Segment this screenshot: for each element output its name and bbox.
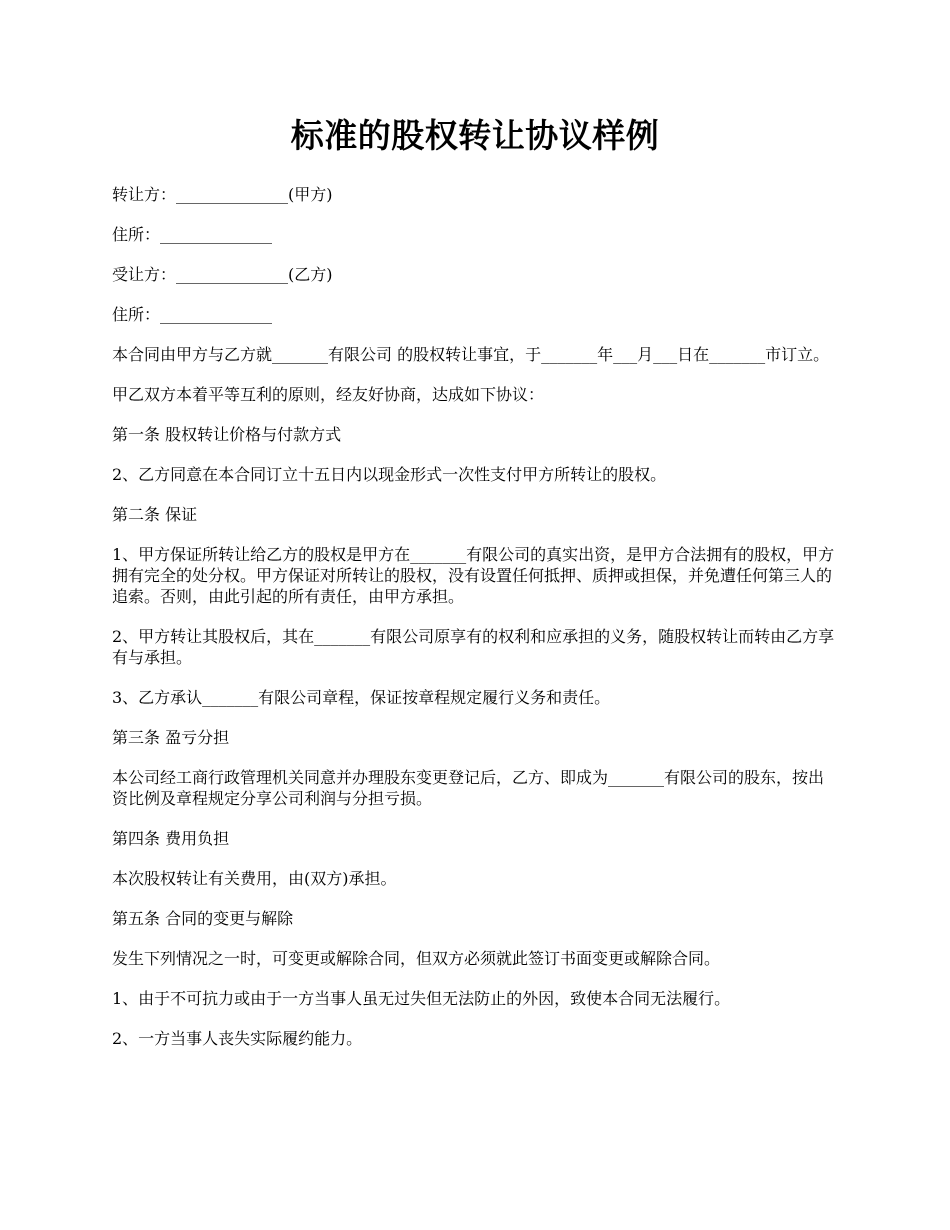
article-5-heading: 第五条 合同的变更与解除: [112, 909, 294, 928]
party-a-address: 住所：______________: [112, 225, 273, 244]
document-title: 标准的股权转让协议样例: [290, 116, 660, 155]
article-5-clause-2: 2、一方当事人丧失实际履约能力。: [112, 1029, 363, 1048]
party-b-address: 住所：______________: [112, 305, 273, 324]
article-5-body: 发生下列情况之一时，可变更或解除合同，但双方必须就此签订书面变更或解除合同。: [112, 949, 721, 968]
article-1-heading: 第一条 股权转让价格与付款方式: [112, 425, 342, 444]
party-b: 受让方：______________(乙方): [112, 265, 333, 284]
article-4-heading: 第四条 费用负担: [112, 829, 230, 848]
article-2-clause-3: 3、乙方承认_______有限公司章程，保证按章程规定履行义务和责任。: [112, 688, 611, 707]
article-2-heading: 第二条 保证: [112, 505, 198, 524]
agreement-preamble: 甲乙双方本着平等互利的原则，经友好协商，达成如下协议：: [112, 385, 545, 404]
article-1-clause-2: 2、乙方同意在本合同订立十五日内以现金形式一次性支付甲方所转让的股权。: [112, 465, 667, 484]
article-3-heading: 第三条 盈亏分担: [112, 728, 230, 747]
article-2-clause-2: 2、甲方转让其股权后，其在_______有限公司原享有的权利和应承担的义务，随股权转让而转由乙方享有与承担。: [112, 627, 835, 667]
party-a: 转让方：______________(甲方): [112, 185, 333, 204]
contract-intro: 本合同由甲方与乙方就_______有限公司 的股权转让事宜，于_______年___月___日在_______市订立。: [112, 345, 830, 364]
article-5-clause-1: 1、由于不可抗力或由于一方当事人虽无过失但无法防止的外因，致使本合同无法履行。: [112, 989, 731, 1008]
article-3-body: 本公司经工商行政管理机关同意并办理股东变更登记后，乙方、即成为_______有限公司的股东，按出资比例及章程规定分享公司利润与分担亏损。: [112, 768, 825, 808]
article-2-clause-1: 1、甲方保证所转让给乙方的股权是甲方在_______有限公司的真实出资，是甲方合法拥有的股权，甲方拥有完全的处分权。甲方保证对所转让的股权，没有设置任何抵押、质押或担保，并免遭任何第三人的追索。否则，由此引起的所有责任，由甲方承担。: [112, 545, 835, 606]
article-4-body: 本次股权转让有关费用，由(双方)承担。: [112, 869, 397, 888]
